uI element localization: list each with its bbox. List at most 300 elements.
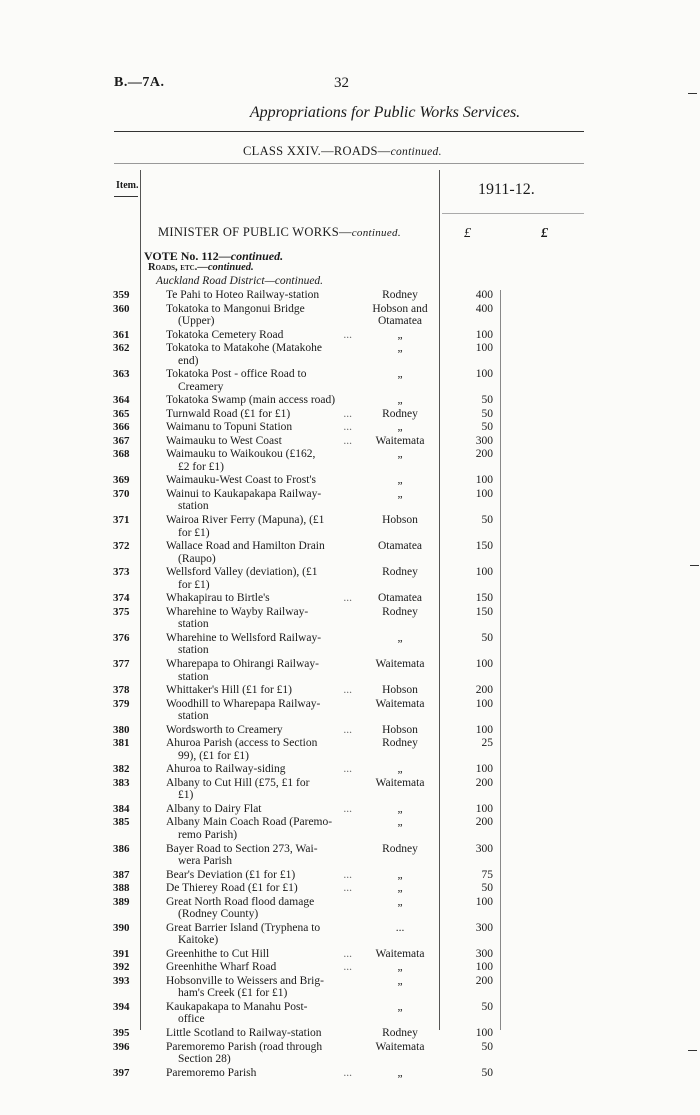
description-line: Bear's Deviation (£1 for £1): [166, 868, 296, 881]
amount-value: 50: [481, 882, 493, 895]
leader-dots: ...: [343, 723, 352, 736]
county-name: [366, 948, 434, 961]
description-line: Greenhithe Wharf Road: [166, 961, 277, 974]
description-line: £2 for £1): [178, 460, 224, 473]
leader-dots: ...: [343, 763, 352, 776]
amount-value: 200: [475, 974, 493, 987]
item-description: [166, 737, 352, 762]
county-line: Rodney: [382, 737, 418, 750]
leader-dots: ...: [343, 407, 352, 420]
leader-dots: ...: [343, 1066, 352, 1079]
item-description: [166, 435, 352, 448]
item-description: [166, 896, 352, 921]
description-line: Greenhithe to Cut Hill: [166, 947, 270, 960]
item-description: [166, 1027, 352, 1040]
county-line: „: [397, 342, 403, 355]
county-name: [366, 698, 434, 711]
description-line: Wellsford Valley (deviation), (£1: [166, 566, 318, 579]
minister-heading-cont: continued.: [351, 227, 401, 239]
amount-value: 200: [475, 816, 493, 829]
item-description: [166, 421, 352, 434]
item-header-underline: [114, 196, 138, 197]
item-number: 371: [113, 514, 130, 526]
county-name: [366, 303, 434, 328]
item-description: [166, 566, 352, 591]
item-description: [166, 803, 352, 816]
leader-dots: ...: [343, 592, 352, 605]
item-description: [166, 1067, 352, 1080]
county-line: „: [397, 974, 403, 987]
county-line: „: [397, 802, 403, 815]
county-line: Otamatea: [377, 315, 423, 328]
amount-value: 50: [481, 631, 493, 644]
county-name: [366, 843, 434, 856]
description-line: Albany Main Coach Road (Paremo-: [166, 816, 333, 829]
county-name: [366, 658, 434, 671]
description-line: Woodhill to Wharepapa Railway-: [166, 697, 321, 710]
county-line: Waitemata: [375, 697, 425, 710]
description-line: Wordsworth to Creamery: [166, 723, 283, 736]
margin-mark: [688, 93, 697, 94]
item-column-divider: [140, 170, 141, 1030]
county-name: [366, 684, 434, 697]
leader-dots: ...: [343, 961, 352, 974]
county-name: [366, 368, 434, 381]
item-number: 390: [113, 921, 130, 934]
description-line: Waimanu to Topuni Station: [166, 421, 293, 434]
item-number: 389: [113, 895, 130, 908]
county-name: [366, 1001, 434, 1014]
county-name: [366, 803, 434, 816]
item-description: [166, 488, 352, 513]
description-line: (Rodney County): [178, 908, 259, 921]
item-description: [166, 592, 352, 605]
item-number: 376: [113, 631, 130, 644]
item-number: 392: [113, 961, 130, 974]
item-number: 395: [113, 1027, 130, 1039]
description-line: Waimauku-West Coast to Frost's: [166, 474, 317, 487]
description-line: Whittaker's Hill (£1 for £1): [166, 684, 292, 697]
county-line: Hobson: [382, 514, 418, 526]
description-line: Wharepapa to Ohirangi Railway-: [166, 658, 319, 670]
description-line: Albany to Dairy Flat: [166, 802, 262, 815]
county-line: „: [397, 1066, 403, 1079]
item-number: 369: [113, 474, 130, 487]
description-line: (Upper): [178, 315, 215, 328]
class-rule: [114, 163, 584, 164]
description-line: station: [178, 670, 209, 683]
item-number: 382: [113, 763, 130, 776]
description-line: station: [178, 500, 209, 513]
county-name: [366, 394, 434, 407]
page-number: 32: [334, 75, 349, 91]
county-column-divider: [439, 170, 440, 1030]
leader-dots: ...: [343, 328, 352, 341]
item-number: 383: [113, 776, 130, 789]
amount-value: 100: [475, 474, 493, 487]
amount-value: 50: [481, 514, 493, 526]
description-line: Tokatoka to Mangonui Bridge: [166, 302, 305, 315]
item-description: [166, 289, 352, 302]
description-line: end): [178, 354, 199, 367]
item-number: 394: [113, 1000, 130, 1013]
page-title: [0, 104, 700, 122]
county-name: [366, 514, 434, 527]
county-name: [366, 724, 434, 737]
item-number: 381: [113, 737, 130, 750]
county-name: [366, 488, 434, 501]
item-number: 380: [113, 723, 130, 736]
amount-value: 50: [481, 394, 493, 407]
leader-dots: ...: [343, 684, 352, 697]
amount-value: 100: [475, 328, 493, 341]
item-description: [166, 922, 352, 947]
county-line: Waitemata: [375, 658, 425, 670]
amount-value: 100: [475, 961, 493, 974]
item-number: 361: [113, 328, 130, 341]
leader-dots: ...: [343, 802, 352, 815]
county-line: Rodney: [382, 566, 418, 579]
amount-value: 50: [481, 1000, 493, 1013]
description-line: station: [178, 710, 209, 723]
item-description: [166, 975, 352, 1000]
county-name: [366, 448, 434, 461]
description-line: Bayer Road to Section 273, Wai-: [166, 842, 318, 855]
item-description: [166, 658, 352, 683]
pound-sign-left: £: [464, 226, 471, 241]
description-line: Kaukapakapa to Manahu Post-: [166, 1000, 308, 1013]
item-description: [166, 632, 352, 657]
county-line: „: [397, 448, 403, 461]
county-line: „: [397, 816, 403, 829]
county-name: [366, 592, 434, 605]
description-line: Waimauku to Waikoukou (£162,: [166, 448, 316, 461]
county-line: Hobson and: [372, 302, 428, 315]
county-line: „: [397, 882, 403, 895]
county-name: [366, 421, 434, 434]
amount-value: 100: [475, 697, 493, 710]
item-number: 364: [113, 394, 130, 407]
county-name: [366, 1027, 434, 1040]
description-line: Tokatoka Post - office Road to: [166, 368, 307, 381]
item-number: 391: [113, 947, 130, 960]
leader-dots: ...: [343, 882, 352, 895]
description-line: Tokatoka Swamp (main access road): [166, 394, 336, 407]
county-line: Hobson: [382, 684, 418, 697]
county-name: [366, 435, 434, 448]
description-line: Section 28): [178, 1053, 231, 1066]
amount-value: 100: [475, 368, 493, 381]
item-number: 377: [113, 658, 130, 670]
roads-subheading-cont: continued.: [207, 262, 254, 273]
county-line: „: [397, 1000, 403, 1013]
county-line: „: [397, 394, 403, 407]
amount-value: 100: [475, 566, 493, 579]
county-name: [366, 408, 434, 421]
item-number: 386: [113, 842, 130, 855]
year-column-header: 1911-12.: [478, 181, 535, 198]
description-line: 99), (£1 for £1): [178, 749, 249, 762]
county-line: „: [397, 474, 403, 487]
county-name: [366, 1041, 434, 1054]
item-number: 396: [113, 1040, 130, 1053]
description-line: De Thierey Road (£1 for £1): [166, 882, 298, 895]
margin-mark: [688, 1050, 697, 1051]
county-line: Rodney: [382, 842, 418, 855]
item-number: 362: [113, 342, 130, 355]
amount-value: 150: [475, 592, 493, 605]
item-description: [166, 1041, 352, 1066]
description-line: Hobsonville to Weissers and Brig-: [166, 974, 324, 987]
county-name: [366, 606, 434, 619]
description-line: Ahuroa to Railway-siding: [166, 763, 286, 776]
item-column-header: Item.: [116, 180, 139, 191]
item-number: 370: [113, 487, 130, 500]
county-name: [366, 632, 434, 645]
county-name: [366, 882, 434, 895]
leader-dots: ...: [343, 421, 352, 434]
county-line: „: [397, 895, 403, 908]
county-name: [366, 922, 434, 935]
county-line: Waitemata: [375, 434, 425, 447]
description-line: Turnwald Road (£1 for £1): [166, 407, 291, 420]
amount-value: 100: [475, 723, 493, 736]
county-name: [366, 763, 434, 776]
county-name: [366, 975, 434, 988]
amount-value: 100: [475, 763, 493, 776]
minister-heading: [158, 225, 401, 240]
item-number: 388: [113, 882, 130, 895]
amount-value: 25: [481, 737, 493, 750]
county-name: [366, 342, 434, 355]
item-description: [166, 606, 352, 631]
item-description: [166, 882, 352, 895]
description-line: Great North Road flood damage: [166, 895, 315, 908]
description-line: Albany to Cut Hill (£75, £1 for: [166, 776, 310, 789]
item-number: 359: [113, 289, 130, 301]
description-line: Wharehine to Wayby Railway-: [166, 605, 309, 618]
amount-value: 50: [481, 421, 493, 434]
amount-value: 100: [475, 895, 493, 908]
item-description: [166, 948, 352, 961]
description-line: (Raupo): [178, 552, 216, 565]
item-description: [166, 394, 352, 407]
county-line: „: [397, 487, 403, 500]
item-number: 363: [113, 368, 130, 381]
item-description: [166, 448, 352, 473]
county-name: [366, 961, 434, 974]
item-number: 366: [113, 421, 130, 434]
amount-value: 100: [475, 802, 493, 815]
amount-value: 400: [475, 289, 493, 301]
amount-value: 300: [475, 947, 493, 960]
description-line: Wharehine to Wellsford Railway-: [166, 631, 322, 644]
amount-value: 400: [475, 302, 493, 315]
county-name: [366, 289, 434, 302]
county-line: „: [397, 368, 403, 381]
county-line: „: [397, 961, 403, 974]
county-line: „: [397, 631, 403, 644]
leader-dots: ...: [343, 947, 352, 960]
page-title-text: Appropriations for Public Works Services.: [249, 104, 521, 121]
county-name: [366, 896, 434, 909]
item-description: [166, 724, 352, 737]
amount-value: 150: [475, 605, 493, 618]
county-line: „: [397, 763, 403, 776]
roads-subheading-main: Roads, etc.—: [148, 262, 208, 273]
margin-mark: [690, 565, 699, 566]
county-line: Rodney: [382, 407, 418, 420]
pound-sign-right: £: [541, 226, 548, 241]
item-number: 379: [113, 697, 130, 710]
description-line: Wallace Road and Hamilton Drain: [166, 540, 325, 553]
amount-value: 150: [475, 540, 493, 553]
item-description: [166, 1001, 352, 1026]
item-description: [166, 303, 352, 328]
leader-dots: ...: [343, 434, 352, 447]
item-description: [166, 777, 352, 802]
vote-heading-cont: continued.: [230, 249, 284, 263]
item-number: 375: [113, 605, 130, 618]
county-line: Waitemata: [375, 947, 425, 960]
amount-value: 300: [475, 921, 493, 934]
description-line: for £1): [178, 578, 210, 591]
item-number: 397: [113, 1066, 130, 1079]
county-line: Rodney: [382, 1027, 418, 1039]
description-line: Paremoremo Parish (road through: [166, 1040, 323, 1053]
description-line: Tokatoka to Matakohe (Matakohe: [166, 342, 322, 355]
description-line: station: [178, 644, 209, 657]
description-line: Little Scotland to Railway-station: [166, 1027, 322, 1039]
county-line: Otamatea: [377, 592, 423, 605]
item-number: 365: [113, 407, 130, 420]
description-line: Wainui to Kaukapakapa Railway-: [166, 487, 322, 500]
item-description: [166, 474, 352, 487]
year-header-rule: [442, 213, 584, 214]
description-line: office: [178, 1013, 205, 1026]
amount-value: 75: [481, 868, 493, 881]
amount-column-divider: [500, 290, 501, 1030]
amount-value: 200: [475, 448, 493, 461]
description-line: Ahuroa Parish (access to Section: [166, 737, 318, 750]
item-description: [166, 408, 352, 421]
county-line: ...: [395, 921, 405, 934]
item-number: 384: [113, 802, 130, 815]
item-description: [166, 843, 352, 868]
item-number: 373: [113, 566, 130, 579]
description-line: ham's Creek (£1 for £1): [178, 987, 288, 1000]
county-name: [366, 1067, 434, 1080]
item-description: [166, 763, 352, 776]
item-description: [166, 342, 352, 367]
county-line: Otamatea: [377, 540, 423, 553]
county-name: [366, 869, 434, 882]
description-line: Whakapirau to Birtle's: [166, 592, 270, 605]
document-code: B.—7A.: [114, 75, 165, 90]
item-description: [166, 961, 352, 974]
item-number: 360: [113, 302, 130, 315]
description-line: for £1): [178, 526, 210, 539]
description-line: remo Parish): [178, 828, 238, 841]
district-subheading: Auckland Road District—continued.: [156, 275, 324, 287]
item-number: 378: [113, 684, 130, 697]
class-heading-main: CLASS XXIV.—ROADS—: [243, 144, 391, 158]
description-line: Wairoa River Ferry (Mapuna), (£1: [166, 514, 325, 526]
item-number: 393: [113, 974, 130, 987]
amount-value: 300: [475, 434, 493, 447]
leader-dots: ...: [343, 868, 352, 881]
county-line: Rodney: [382, 289, 418, 301]
amount-value: 50: [481, 1066, 493, 1079]
county-name: [366, 329, 434, 342]
item-description: [166, 816, 352, 841]
item-number: 367: [113, 434, 130, 447]
county-name: [366, 540, 434, 553]
item-number: 368: [113, 448, 130, 461]
county-name: [366, 474, 434, 487]
item-number: 374: [113, 592, 130, 605]
amount-value: 50: [481, 407, 493, 420]
item-description: [166, 684, 352, 697]
amount-value: 100: [475, 658, 493, 670]
description-line: Waimauku to West Coast: [166, 434, 282, 447]
description-line: £1): [178, 789, 194, 802]
item-description: [166, 540, 352, 565]
amount-value: 100: [475, 487, 493, 500]
description-line: Kaitoke): [178, 934, 219, 947]
county-line: Waitemata: [375, 776, 425, 789]
item-description: [166, 368, 352, 393]
amount-value: 50: [481, 1040, 493, 1053]
description-line: wera Parish: [178, 855, 232, 868]
vote-heading-main: VOTE No. 112—: [144, 249, 231, 263]
county-name: [366, 737, 434, 750]
item-number: 387: [113, 868, 130, 881]
item-number: 385: [113, 816, 130, 829]
amount-value: 100: [475, 342, 493, 355]
item-description: [166, 514, 352, 539]
item-description: [166, 869, 352, 882]
county-line: „: [397, 328, 403, 341]
amount-value: 300: [475, 842, 493, 855]
description-line: station: [178, 618, 209, 631]
county-name: [366, 777, 434, 790]
header-rule: [114, 131, 584, 132]
minister-heading-main: MINISTER OF PUBLIC WORKS—: [158, 225, 352, 239]
roads-subheading: [148, 262, 254, 273]
amount-value: 100: [475, 1027, 493, 1039]
description-line: Great Barrier Island (Tryphena to: [166, 921, 321, 934]
item-description: [166, 698, 352, 723]
class-heading-cont: continued.: [390, 146, 442, 158]
county-line: „: [397, 868, 403, 881]
item-number: 372: [113, 540, 130, 553]
description-line: Tokatoka Cemetery Road: [166, 328, 284, 341]
amount-value: 200: [475, 776, 493, 789]
county-line: „: [397, 421, 403, 434]
class-heading: [243, 144, 442, 159]
description-line: Paremoremo Parish: [166, 1066, 257, 1079]
description-line: Creamery: [178, 380, 224, 393]
county-name: [366, 816, 434, 829]
item-description: [166, 329, 352, 342]
county-line: Hobson: [382, 723, 418, 736]
county-line: Waitemata: [375, 1040, 425, 1053]
amount-value: 200: [475, 684, 493, 697]
county-line: Rodney: [382, 605, 418, 618]
description-line: Te Pahi to Hoteo Railway-station: [166, 289, 320, 301]
county-name: [366, 566, 434, 579]
